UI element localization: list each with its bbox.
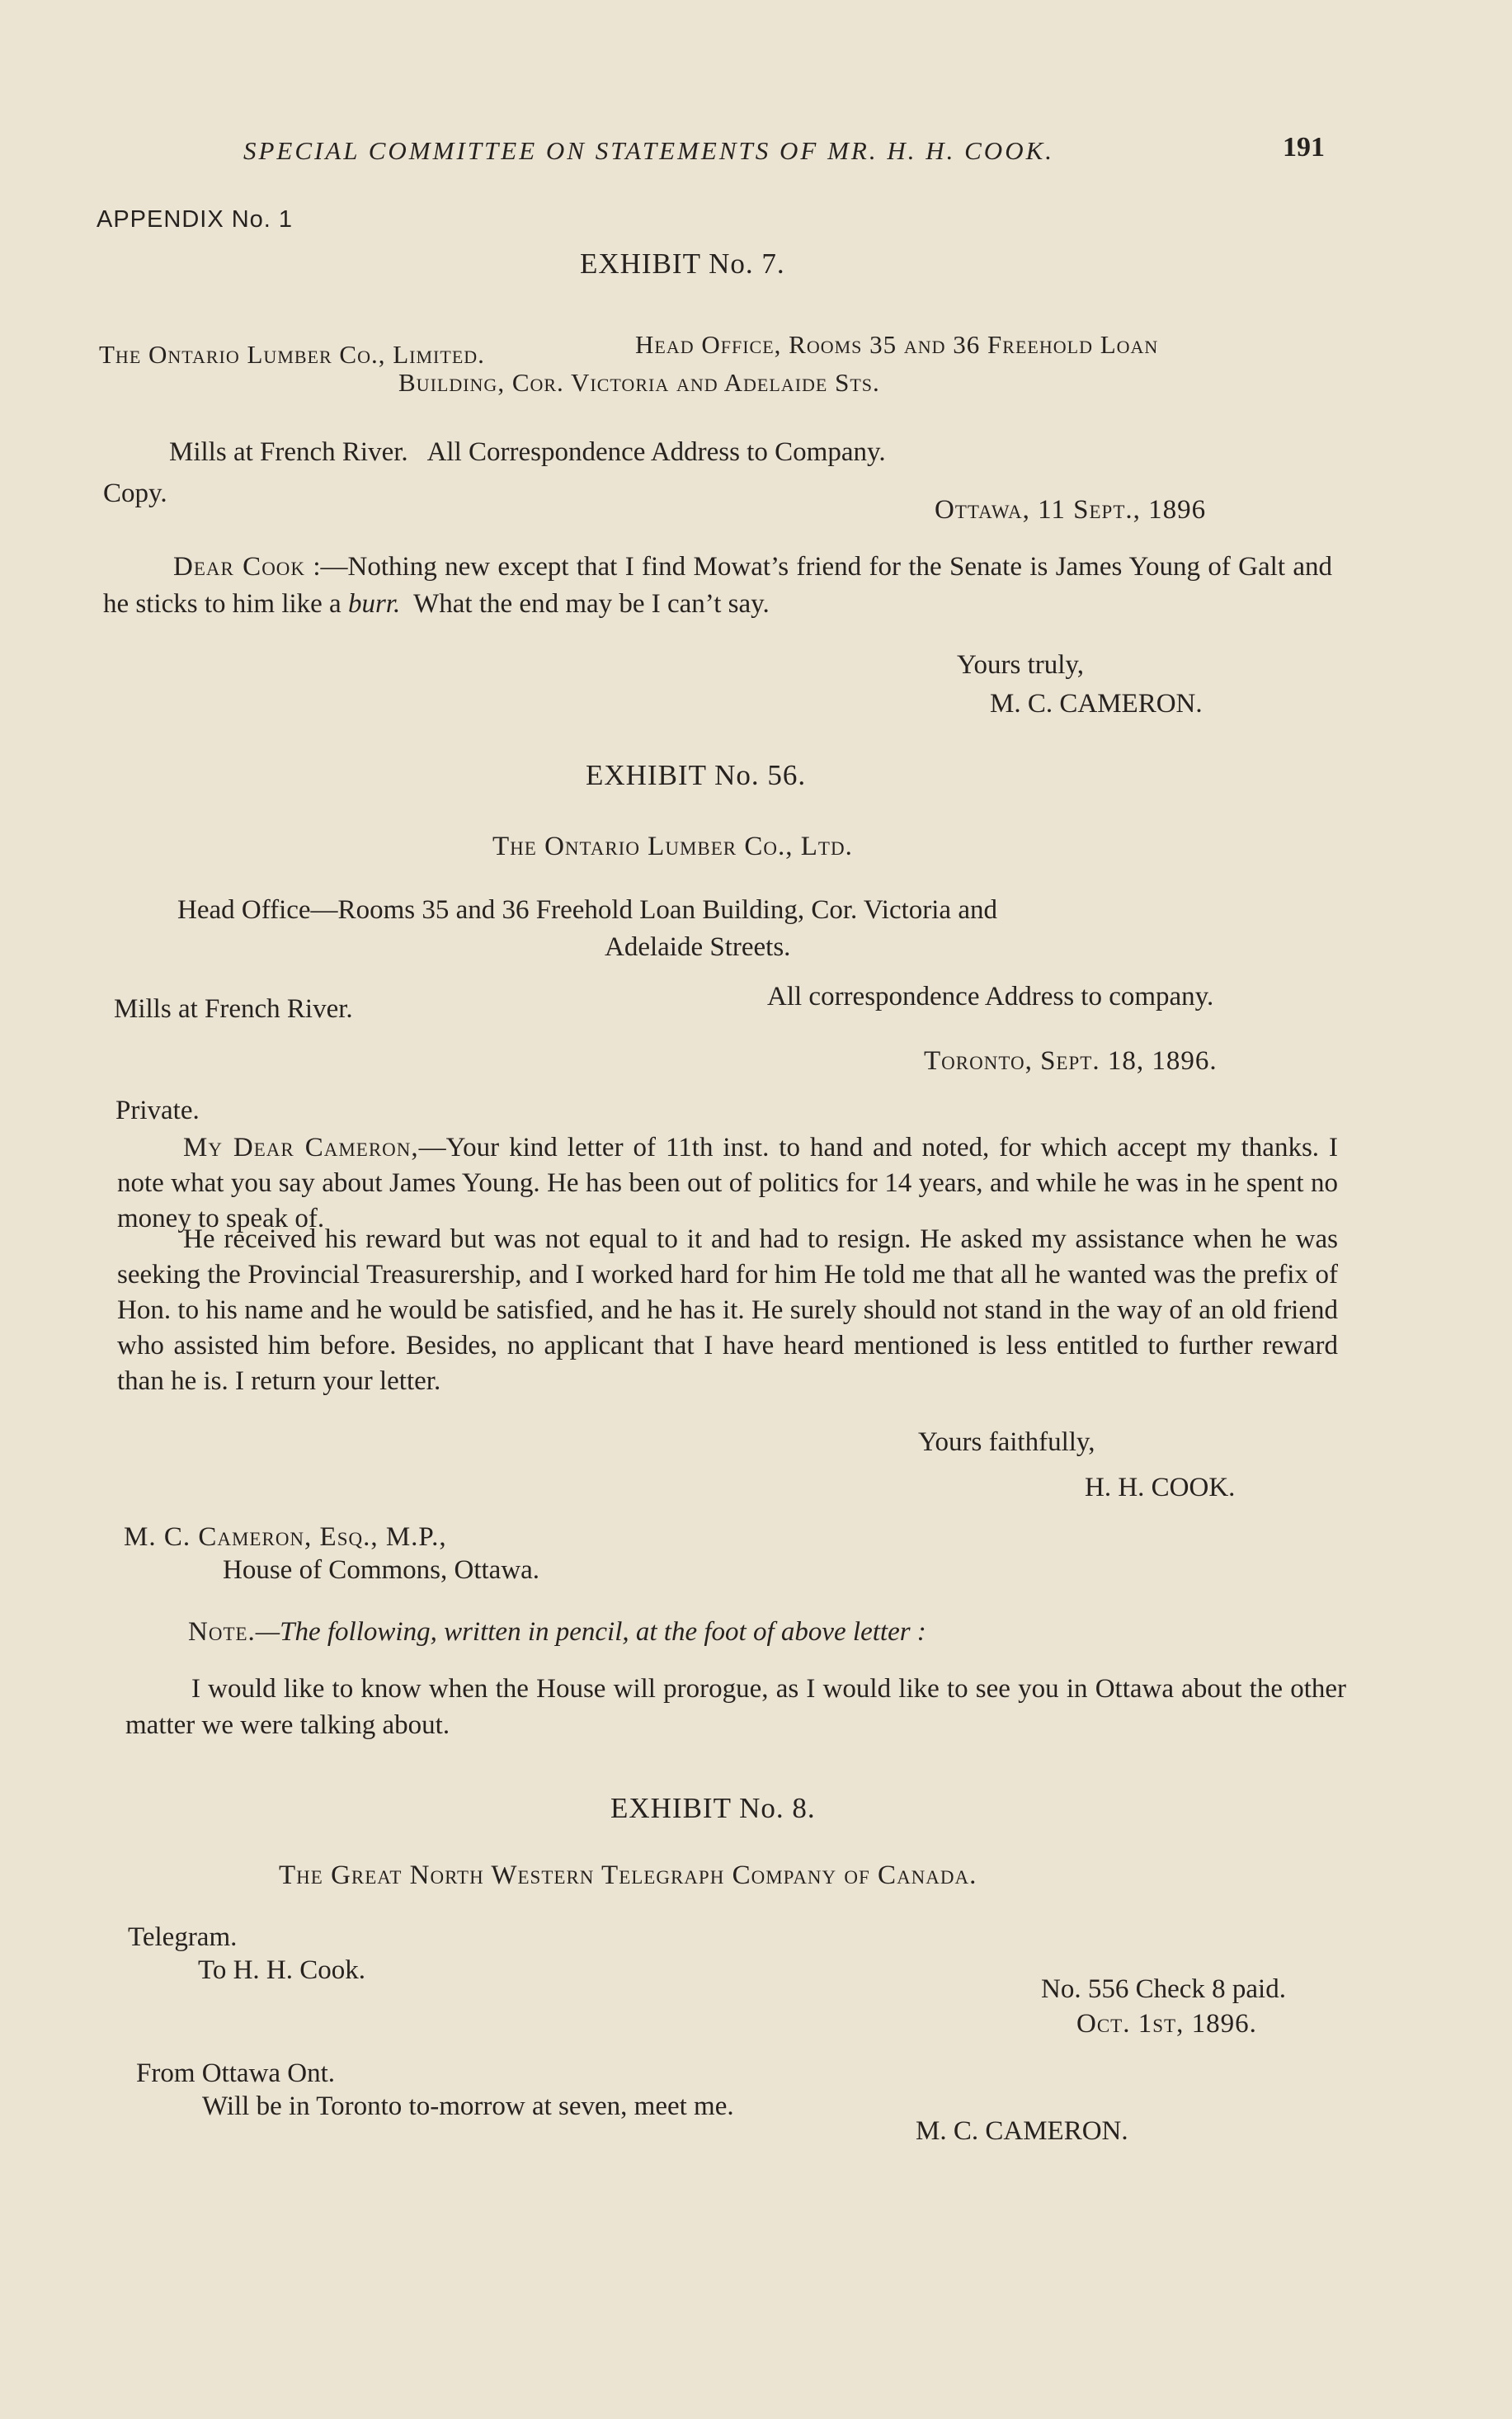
exhibit-7-letterhead-office-1: Head Office, Rooms 35 and 36 Freehold Loan — [635, 330, 1159, 359]
exhibit-7-heading: EXHIBIT No. 7. — [580, 248, 785, 280]
exhibit-7-letter-body — [103, 549, 1332, 623]
exhibit-56-para1-text: —Your kind letter of 11th inst. to hand and noted, for which accept my thanks. I note what you say about James Young. He has been out of politics for 14 years, and while he was in he spent no money to speak of. — [117, 1133, 1338, 1233]
exhibit-7-body-part1: :—Nothing new except that I find Mowat’s friend for the Senate is James Young of Galt and he sticks to him like a — [103, 552, 1332, 619]
exhibit-56-note-text: —The following, written in pencil, at the foot of above letter : — [255, 1617, 926, 1647]
exhibit-8-signature: M. C. CAMERON. — [916, 2116, 1128, 2146]
exhibit-7-copy-label: Copy. — [103, 479, 167, 508]
exhibit-8-telegram-label: Telegram. — [128, 1922, 238, 1952]
exhibit-56-mills: Mills at French River. — [114, 994, 353, 1024]
exhibit-7-body-part2: What the end may be I can’t say. — [400, 589, 770, 619]
exhibit-56-note-label: Note. — [188, 1617, 256, 1647]
exhibit-7-letterhead-company: The Ontario Lumber Co., Limited. — [99, 340, 485, 369]
exhibit-7-letterhead-office-2: Building, Cor. Victoria and Adelaide Sts. — [398, 368, 880, 397]
exhibit-8-message: Will be in Toronto to-morrow at seven, meet me. — [202, 2091, 734, 2121]
exhibit-8-heading: EXHIBIT No. 8. — [610, 1792, 816, 1824]
page-number: 191 — [1283, 132, 1325, 163]
exhibit-56-note — [188, 1617, 926, 1648]
exhibit-56-salutation: My Dear Cameron, — [183, 1133, 419, 1162]
exhibit-8-from: From Ottawa Ont. — [136, 2058, 336, 2088]
exhibit-56-paragraph-2: He received his reward but was not equal to it and had to resign. He asked my assistance when he was seeking the Provincial Treasurership, and I worked hard for him He told me that all he wanted was the prefix of Hon. to his name and he would be satisfied, and he has it. He surely should not stand in the way of an old friend who assisted him before. Besides, no applicant that I have heard mentioned is less entitled to further reward than he is. I return your letter. — [117, 1224, 1338, 1396]
exhibit-7-mills-line: Mills at French River. All Correspondence Address to Company. — [169, 437, 886, 467]
exhibit-7-dateline: Ottawa, 11 Sept., 1896 — [935, 495, 1207, 525]
exhibit-56-addressee-name: M. C. Cameron, Esq., M.P., — [124, 1522, 447, 1552]
appendix-label: APPENDIX No. 1 — [97, 206, 294, 233]
exhibit-56-dateline: Toronto, Sept. 18, 1896. — [924, 1046, 1218, 1076]
exhibit-56-addressee-place: House of Commons, Ottawa. — [223, 1555, 540, 1585]
exhibit-7-salutation: Dear Cook — [173, 552, 306, 582]
exhibit-56-company: The Ontario Lumber Co., Ltd. — [492, 832, 853, 861]
exhibit-56-heading: EXHIBIT No. 56. — [586, 759, 807, 791]
exhibit-7-closing: Yours truly, — [957, 650, 1085, 680]
exhibit-8-check-number: No. 556 Check 8 paid. — [1041, 1974, 1286, 2004]
exhibit-56-pencil-note: I would like to know when the House will prorogue, as I would like to see you in Ottawa about the other matter we were talking about. — [125, 1674, 1346, 1740]
exhibit-8-company: The Great North Western Telegraph Company of Canada. — [279, 1860, 977, 1890]
exhibit-56-private: Private. — [115, 1096, 200, 1125]
exhibit-8-date: Oct. 1st, 1896. — [1076, 2009, 1257, 2039]
exhibit-56-closing: Yours faithfully, — [918, 1427, 1095, 1457]
exhibit-7-body-italic: burr. — [347, 589, 401, 619]
exhibit-56-signature: H. H. COOK. — [1085, 1473, 1236, 1502]
exhibit-56-paragraph-1 — [117, 1130, 1338, 1237]
exhibit-8-recipient: To H. H. Cook. — [198, 1955, 366, 1985]
exhibit-7-signature: M. C. CAMERON. — [990, 689, 1203, 719]
exhibit-56-office-line-1: Head Office—Rooms 35 and 36 Freehold Loan Building, Cor. Victoria and — [177, 895, 997, 925]
running-title: SPECIAL COMMITTEE ON STATEMENTS OF MR. H. H. COOK. — [243, 136, 1055, 165]
exhibit-56-office-line-2: Adelaide Streets. — [605, 932, 791, 962]
exhibit-56-correspondence: All correspondence Address to company. — [767, 982, 1214, 1011]
